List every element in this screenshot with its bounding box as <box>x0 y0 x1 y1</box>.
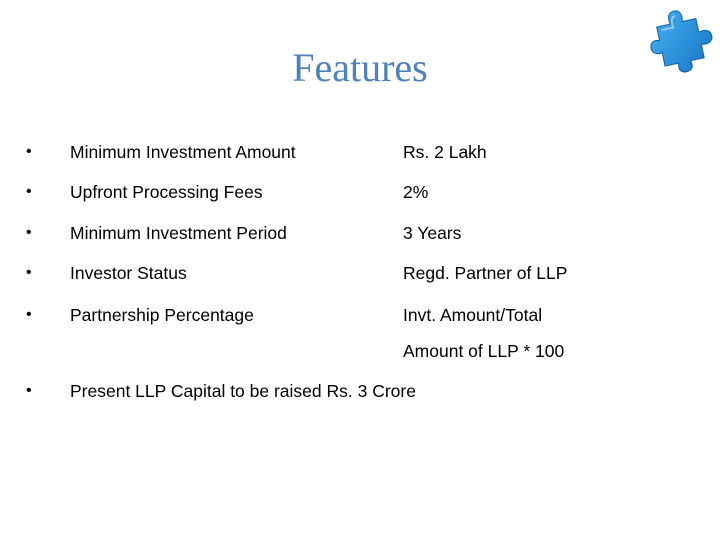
feature-label: Minimum Investment Period <box>70 223 287 243</box>
feature-label: Minimum Investment Amount <box>70 142 296 162</box>
puzzle-piece-icon <box>646 4 718 76</box>
feature-label: Partnership Percentage <box>70 305 254 325</box>
feature-value: Rs. 2 Lakh <box>403 142 487 162</box>
final-point-text: Present LLP Capital to be raised Rs. 3 Crore <box>70 381 416 401</box>
bullet: • <box>26 382 32 399</box>
bullet: • <box>26 183 32 200</box>
feature-row-investment-period <box>0 220 720 246</box>
feature-value: Regd. Partner of LLP <box>403 263 568 283</box>
feature-label: Upfront Processing Fees <box>70 182 263 202</box>
bullet: • <box>26 224 32 241</box>
feature-value: 3 Years <box>403 223 462 243</box>
feature-value: Invt. Amount/Total <box>403 305 543 325</box>
bullet: • <box>26 306 32 323</box>
slide-title: Features <box>292 45 428 90</box>
feature-row-processing-fees <box>0 179 720 205</box>
feature-row-investor-status <box>0 260 720 286</box>
feature-row-investment-amount <box>0 139 720 165</box>
feature-label: Investor Status <box>70 263 187 283</box>
bullet: • <box>26 264 32 281</box>
final-point-row <box>0 378 720 404</box>
feature-value: 2% <box>403 182 429 202</box>
feature-value-line-2: Amount of LLP * 100 <box>403 341 565 361</box>
bullet: • <box>26 143 32 160</box>
feature-value-continuation <box>0 338 720 364</box>
feature-row-partnership-percentage <box>0 302 720 328</box>
